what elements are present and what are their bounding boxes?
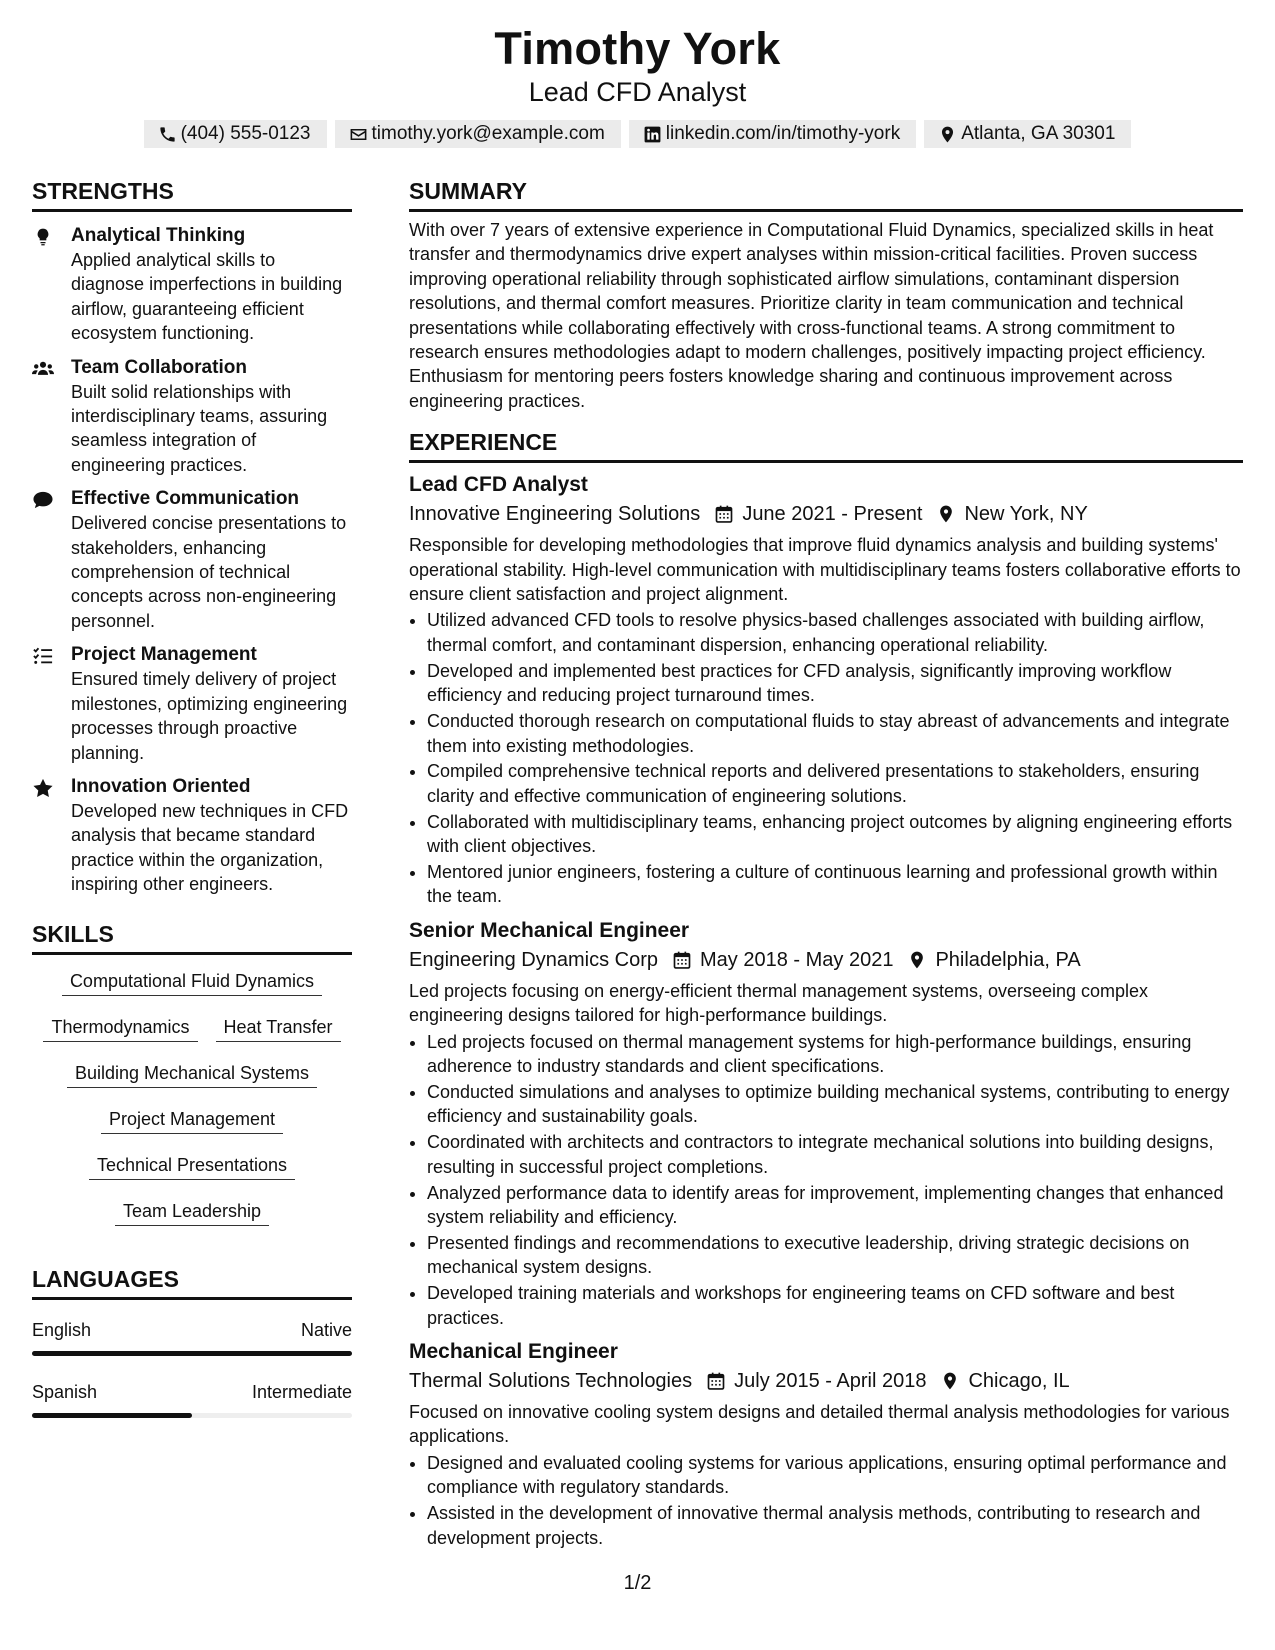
map-pin-icon <box>907 950 927 970</box>
job-location: Chicago, IL <box>968 1370 1070 1393</box>
job-company: Innovative Engineering Solutions <box>409 503 701 526</box>
skill-tag: Technical Presentations <box>89 1153 295 1180</box>
list-check-icon <box>32 646 54 666</box>
contact-linkedin-text: linkedin.com/in/timothy-york <box>665 123 901 144</box>
linkedin-icon <box>643 125 662 144</box>
job-description: Responsible for developing methodologies that improve fluid dynamics analysis and building systems' operational stability. High-level communication with multidisciplinary teams fosters collaborative efforts to ensure client satisfaction and project alignment. <box>409 535 1241 605</box>
skill-tag: Thermodynamics <box>43 1015 197 1042</box>
language-level: Intermediate <box>251 1381 352 1402</box>
language-proficiency-fill <box>32 1351 352 1356</box>
calendar-icon <box>714 504 734 524</box>
candidate-name: Timothy York <box>494 23 781 74</box>
map-pin-icon <box>938 125 957 144</box>
skill-tag: Team Leadership <box>115 1199 269 1226</box>
job-dates: July 2015 - April 2018 <box>734 1370 927 1393</box>
experience-heading: EXPERIENCE <box>409 427 1243 463</box>
job-bullets <box>409 1030 1243 1330</box>
job-description: Focused on innovative cooling system designs and detailed thermal analysis methodologies for various applications. <box>409 1402 1230 1447</box>
strength-description: Applied analytical skills to diagnose imperfections in building airflow, guaranteeing efficient ecosystem functioning. <box>71 250 343 344</box>
skills-list <box>32 969 352 1226</box>
phone-icon <box>158 125 177 144</box>
contact-location <box>924 120 1131 148</box>
contact-email-text: timothy.york@example.com <box>371 123 605 144</box>
job-bullet: • Developed training materials and workshops for engineering teams on CFD software and best practices. <box>427 1281 1243 1330</box>
skill-tag: Computational Fluid Dynamics <box>62 969 322 996</box>
job-bullet: • Coordinated with architects and contractors to integrate mechanical solutions into building designs, resulting in successful project completions. <box>427 1130 1243 1179</box>
job-bullets <box>409 1451 1243 1550</box>
contact-location-text: Atlanta, GA 30301 <box>961 123 1116 144</box>
candidate-title: Lead CFD Analyst <box>528 77 747 107</box>
job-bullet: • Presented findings and recommendations to executive leadership, driving strategic decisions on mechanical system designs. <box>427 1231 1243 1280</box>
job-bullet: • Collaborated with multidisciplinary teams, enhancing project outcomes by aligning engineering efforts with client objectives. <box>427 810 1243 859</box>
job-bullet: • Utilized advanced CFD tools to resolve physics-based challenges associated with building airflow, thermal comfort, and contaminant dispersion, enhancing operational reliability. <box>427 608 1243 657</box>
language-name: English <box>32 1319 92 1340</box>
languages-heading: LANGUAGES <box>32 1264 352 1300</box>
job-meta <box>409 499 1243 529</box>
map-pin-icon <box>940 1371 960 1391</box>
job-entry <box>409 1338 1243 1550</box>
skill-tag: Project Management <box>101 1107 283 1134</box>
contact-phone-text: (404) 555-0123 <box>180 123 311 144</box>
job-dates: May 2018 - May 2021 <box>700 948 894 971</box>
strength-description: Built solid relationships with interdisciplinary teams, assuring seamless integration of engineering practices. <box>71 381 328 475</box>
job-meta <box>409 945 1243 975</box>
job-bullet: • Led projects focused on thermal management systems for high-performance buildings, ensuring adherence to industry standards and client specifications. <box>427 1030 1243 1079</box>
job-company: Engineering Dynamics Corp <box>409 948 659 971</box>
calendar-icon <box>672 950 692 970</box>
skill-tag: Heat Transfer <box>216 1015 341 1042</box>
job-entry <box>409 917 1243 1330</box>
job-meta <box>409 1366 1243 1396</box>
star-icon <box>32 778 54 798</box>
page-number: 1/2 <box>623 1572 652 1594</box>
job-bullets <box>409 608 1243 908</box>
strengths-heading: STRENGTHS <box>32 176 352 212</box>
strength-item <box>32 775 352 897</box>
contact-phone[interactable] <box>144 120 327 148</box>
job-bullet: • Compiled comprehensive technical reports and delivered presentations to stakeholders, ensuring clarity and effective communication of engineering solutions. <box>427 759 1243 808</box>
comment-icon <box>32 490 54 510</box>
strength-title: Analytical Thinking <box>71 225 246 246</box>
contact-linkedin[interactable] <box>629 120 916 148</box>
job-bullet: • Assisted in the development of innovative thermal analysis methods, contributing to research and development projects. <box>427 1501 1243 1550</box>
envelope-icon <box>349 125 368 144</box>
job-bullet: • Developed and implemented best practices for CFD analysis, significantly improving workflow efficiency and reducing project turnaround times. <box>427 659 1243 708</box>
language-item <box>32 1380 352 1418</box>
lightbulb-icon <box>32 227 54 247</box>
strength-item <box>32 224 352 346</box>
summary-heading: SUMMARY <box>409 176 1243 212</box>
resume-header <box>0 22 1275 148</box>
strength-title: Team Collaboration <box>71 356 247 378</box>
job-title: Senior Mechanical Engineer <box>409 918 690 942</box>
job-bullet: • Conducted simulations and analyses to optimize building mechanical systems, contributing to energy efficiency and sustainability goals. <box>427 1080 1243 1129</box>
strength-item <box>32 356 352 478</box>
strength-title: Effective Communication <box>71 488 300 510</box>
job-dates: June 2021 - Present <box>742 503 923 526</box>
language-level: Native <box>300 1319 352 1340</box>
language-name: Spanish <box>32 1381 98 1402</box>
strength-title: Innovation Oriented <box>71 775 251 797</box>
job-bullet: • Analyzed performance data to identify areas for improvement, implementing changes that enhanced system reliability and efficiency. <box>427 1181 1243 1230</box>
job-bullet: • Conducted thorough research on computational fluids to stay abreast of advancements and integrate them into existing methodologies. <box>427 709 1243 758</box>
job-bullet: • Mentored junior engineers, fostering a culture of continuous learning and professional growth within the team. <box>427 860 1243 909</box>
job-bullet: • Designed and evaluated cooling systems for various applications, ensuring optimal performance and compliance with regulatory standards. <box>427 1451 1243 1500</box>
job-description: Led projects focusing on energy-efficient thermal management systems, overseeing complex engineering designs tailored for high-performance buildings. <box>409 980 1149 1026</box>
strength-description: Ensured timely delivery of project milestones, optimizing engineering processes through proactive planning. <box>71 669 348 763</box>
language-item <box>32 1318 352 1356</box>
job-entry <box>409 471 1243 909</box>
job-location: New York, NY <box>964 503 1088 526</box>
contact-email[interactable] <box>335 120 621 148</box>
strength-item <box>32 487 352 633</box>
skill-tag: Building Mechanical Systems <box>67 1061 317 1088</box>
map-pin-icon <box>936 504 956 524</box>
contact-bar <box>0 120 1275 148</box>
calendar-icon <box>706 1371 726 1391</box>
strength-description: Delivered concise presentations to stakeholders, enhancing comprehension of technical concepts across non-engineering personnel. <box>71 513 347 631</box>
job-title: Lead CFD Analyst <box>409 473 588 497</box>
skills-heading: SKILLS <box>32 919 352 955</box>
language-proficiency-bar <box>32 1413 352 1418</box>
job-company: Thermal Solutions Technologies <box>409 1370 693 1393</box>
left-column <box>32 176 352 1418</box>
strength-description: Developed new techniques in CFD analysis that became standard practice within the organization, inspiring other engineers. <box>71 800 349 895</box>
right-column <box>409 176 1243 1551</box>
summary-text: With over 7 years of extensive experience in Computational Fluid Dynamics, specialized skills in heat transfer and thermodynamics drive expert analyses within mission-critical facilities. Proven success improving operational reliability through sophisticated airflow simulations, contaminant dispersion resolutions, and thermal comfort measures. Prioritize clarity in team communication and technical presentations while collaborating effectively with cross-functional teams. A strong commitment to research ensures methodologies adapt to modern challenges, positively impacting project efficiency. Enthusiasm for mentoring peers fosters knowledge sharing and continuous improvement across engineering practices. <box>409 220 1214 411</box>
users-icon <box>32 359 54 379</box>
job-location: Philadelphia, PA <box>935 948 1081 971</box>
strength-item <box>32 643 352 765</box>
language-proficiency-bar <box>32 1351 352 1356</box>
strength-title: Project Management <box>71 644 257 666</box>
job-title: Mechanical Engineer <box>409 1340 618 1364</box>
language-proficiency-fill <box>32 1413 192 1418</box>
